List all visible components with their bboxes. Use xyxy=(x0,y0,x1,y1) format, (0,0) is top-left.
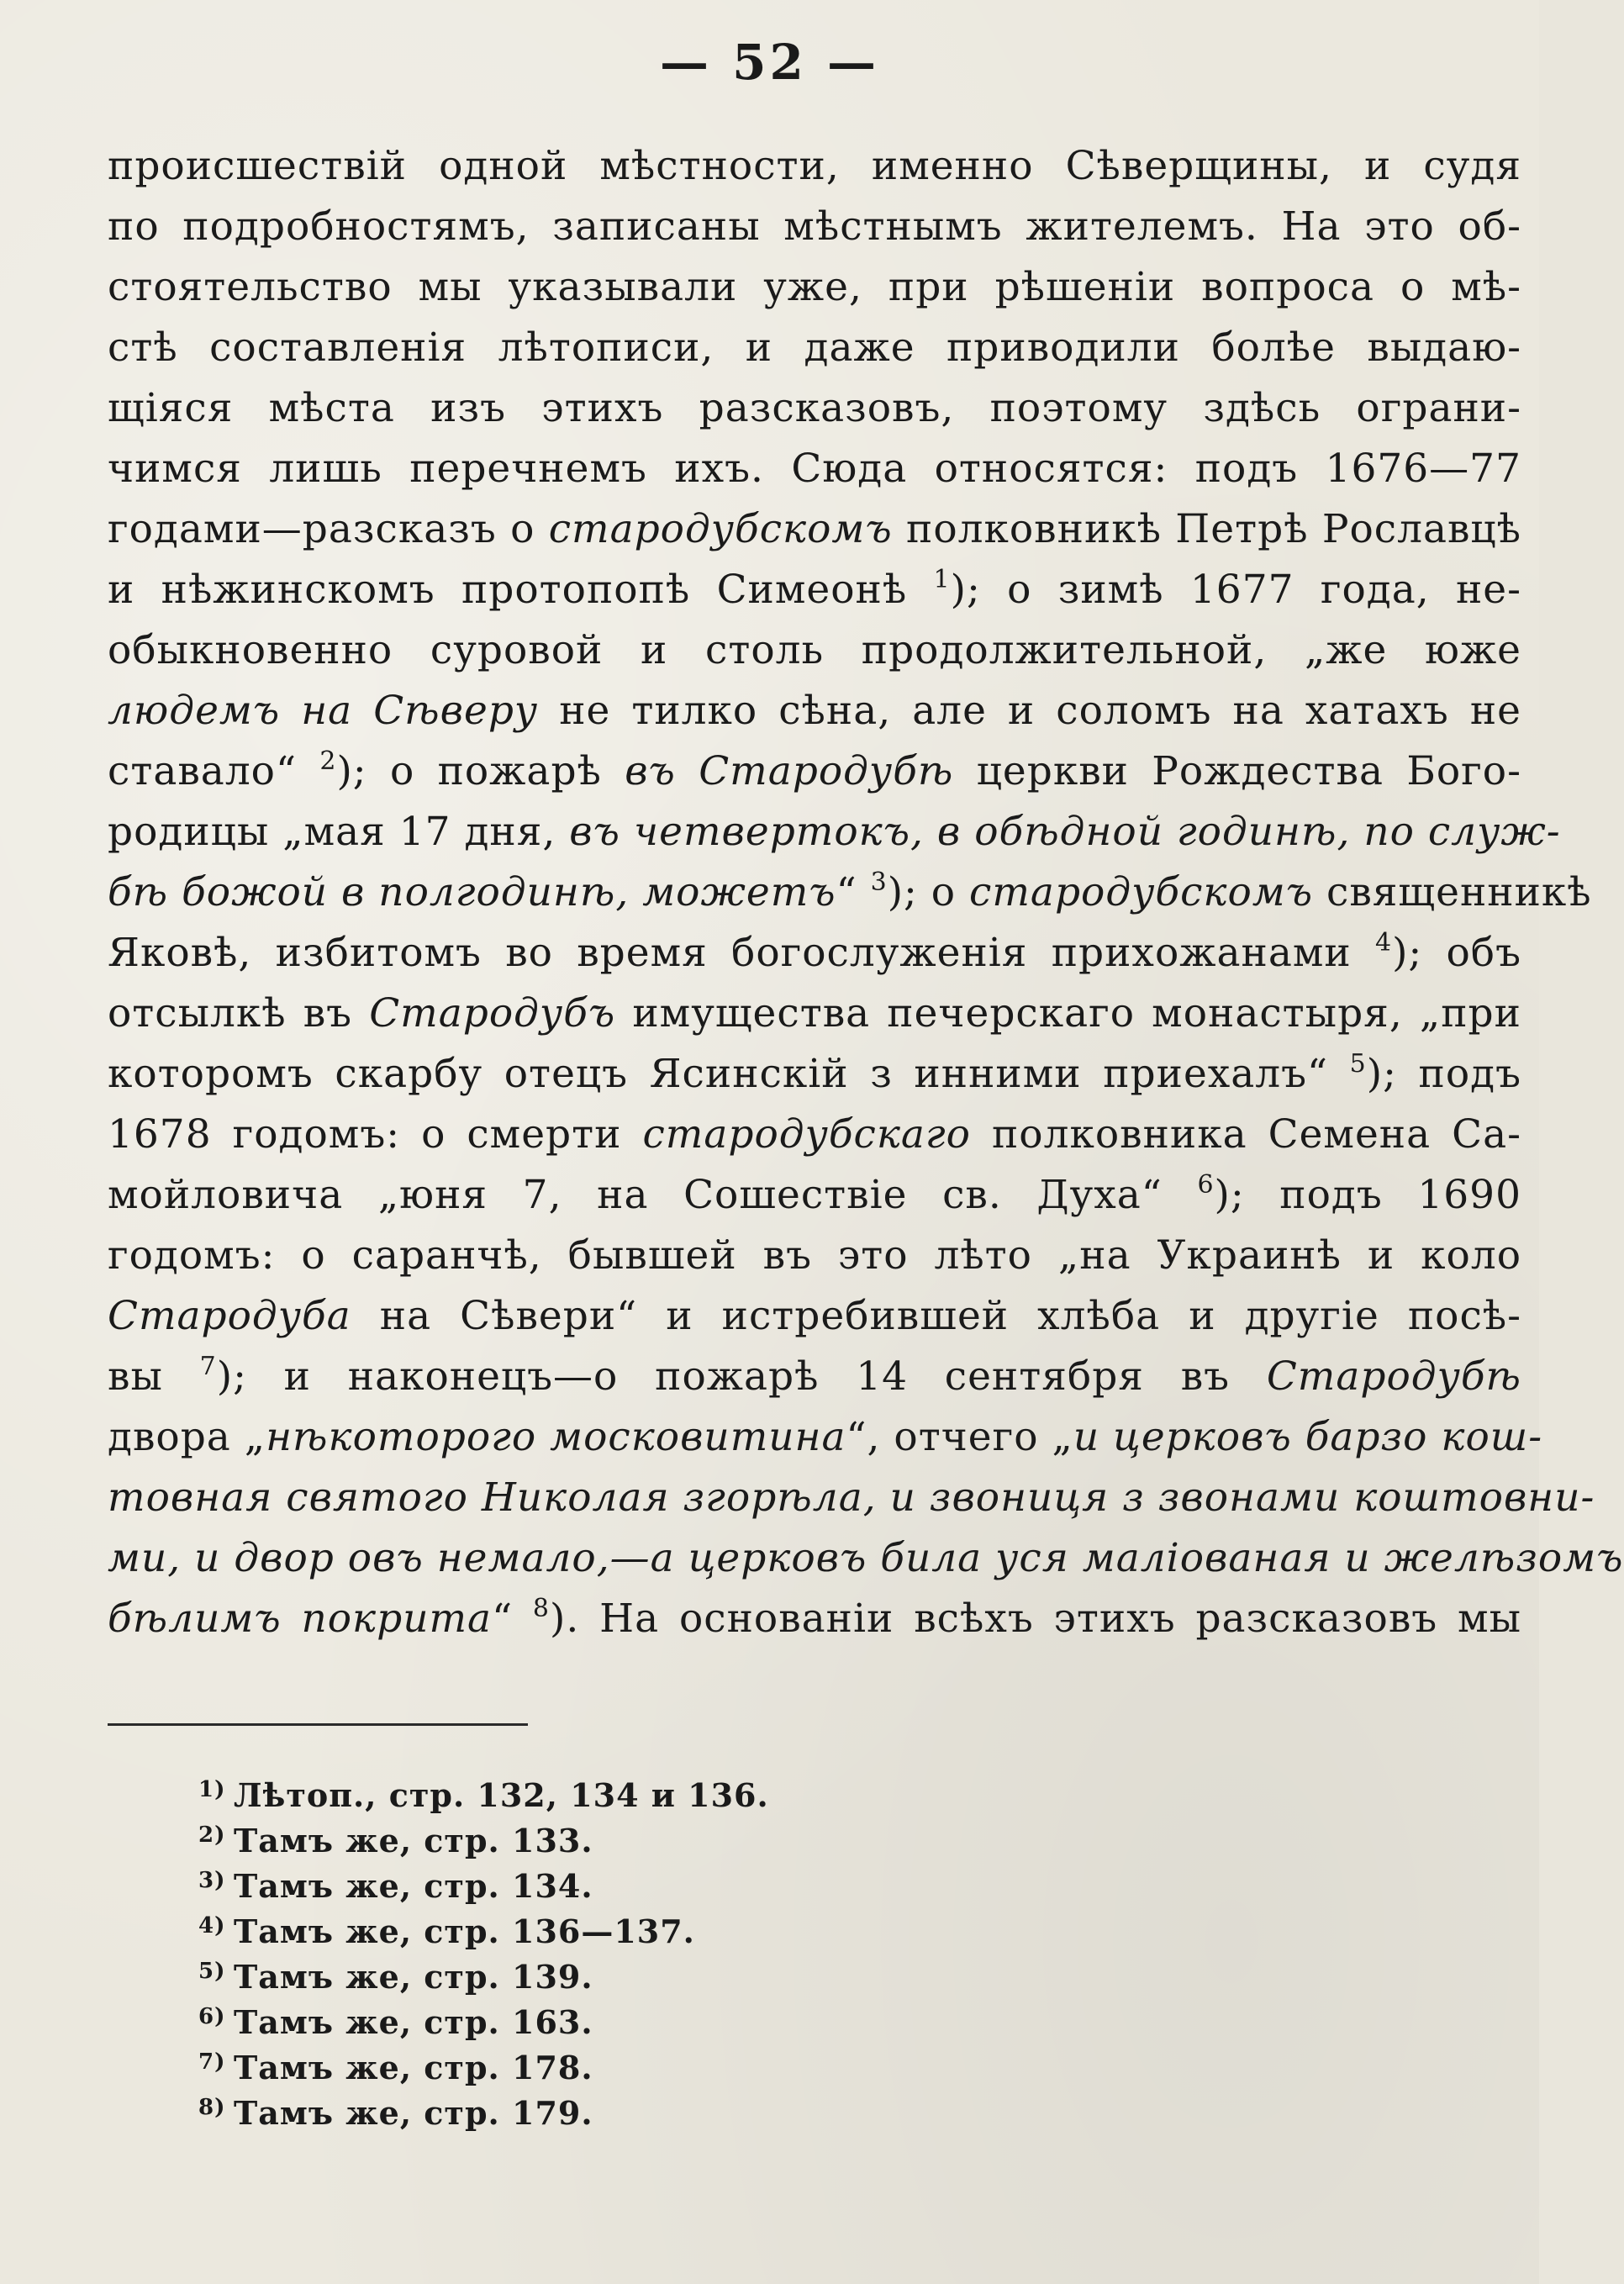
text-line xyxy=(108,1589,1521,1649)
footnote xyxy=(198,2039,955,2085)
text-run: стѣ составленія лѣтописи, и даже приводили болѣе выдаю- xyxy=(108,324,1521,371)
footnote-text: Лѣтоп., стр. 132, 134 и 136. xyxy=(234,1776,769,1814)
footnote-text: Тамъ же, стр. 179. xyxy=(234,2094,593,2132)
footnote-ref: 2 xyxy=(319,746,337,776)
text-line xyxy=(108,1407,1543,1468)
footnote xyxy=(198,1903,955,1949)
footnote-text: Тамъ же, стр. 178. xyxy=(234,2049,593,2086)
text-run: годами—разсказъ о xyxy=(108,506,549,552)
text-run: “, отчего „ xyxy=(846,1414,1073,1460)
footnote-mark: 4) xyxy=(198,1913,226,1938)
italic-run: бѣлимъ покрита xyxy=(108,1596,493,1642)
footnote xyxy=(198,1767,955,1812)
text-run: обыкновенно суровой и столь продолжительной, „же юже xyxy=(108,627,1521,673)
text-run: ). На основаніи всѣхъ этихъ разсказовъ мы xyxy=(550,1596,1521,1642)
text-line xyxy=(108,197,1521,257)
footnote-mark: 5) xyxy=(198,1959,226,1984)
text-line xyxy=(108,499,1521,560)
text-run: родицы „мая 17 дня, xyxy=(108,809,570,855)
text-run: ); подъ xyxy=(1366,1051,1521,1097)
footnote-mark: 1) xyxy=(198,1777,226,1802)
text-run: Яковѣ, избитомъ во время богослуженія прихожанами xyxy=(108,930,1375,976)
italic-run: Стародуба xyxy=(108,1293,351,1339)
text-run: ); и наконецъ—о пожарѣ 14 сентября въ xyxy=(216,1353,1267,1400)
text-run: ); о xyxy=(887,869,970,915)
footnote xyxy=(198,1858,955,1903)
footnote-text: Тамъ же, стр. 139. xyxy=(234,1958,593,1996)
italic-run: стародубскомъ xyxy=(969,869,1314,915)
footnote xyxy=(198,1812,955,1858)
footnote-ref: 3 xyxy=(870,868,888,897)
italic-run: стародубскомъ xyxy=(548,506,893,552)
text-run: полковника Семена Са- xyxy=(970,1111,1522,1158)
italic-run: товная святого Николая згорѣла, и звониця з звонами коштовни- xyxy=(108,1474,1595,1521)
text-run: ); подъ 1690 xyxy=(1214,1172,1521,1218)
text-run: щіяся мѣста изъ этихъ разсказовъ, поэтому здѣсь ограни- xyxy=(108,385,1521,431)
footnote xyxy=(198,1949,955,1994)
text-run: годомъ: о саранчѣ, бывшей въ это лѣто „на Украинѣ и коло xyxy=(108,1232,1521,1279)
text-line xyxy=(108,1347,1521,1407)
text-line xyxy=(108,1226,1521,1286)
footnote-text: Тамъ же, стр. 134. xyxy=(234,1867,593,1905)
text-run: на Сѣвери“ и истребившей хлѣба и другіе посѣ- xyxy=(351,1293,1521,1339)
text-line xyxy=(108,257,1521,318)
text-line xyxy=(108,318,1521,378)
footnotes xyxy=(198,1767,955,2130)
italic-run: ми, и двор овъ немало,—а церковъ била уся малiованая и желѣзомъ xyxy=(108,1535,1624,1581)
footnote-ref: 5 xyxy=(1349,1049,1367,1079)
footnote xyxy=(198,2085,955,2130)
page-number: — 52 — xyxy=(659,34,880,91)
italic-run: и церковъ барзо кош- xyxy=(1073,1414,1543,1460)
text-line xyxy=(108,1165,1521,1226)
italic-run: людемъ на Сѣверу xyxy=(108,688,539,734)
text-line xyxy=(108,1286,1521,1347)
text-line xyxy=(108,136,1521,197)
italic-run: нѣкоторого московитина xyxy=(266,1414,846,1460)
text-run: по подробностямъ, записаны мѣстнымъ жителемъ. На это об- xyxy=(108,203,1521,250)
text-run: полковникѣ Петрѣ Рославцѣ xyxy=(892,506,1521,552)
text-run: не тилко сѣна, але и соломъ на хатахъ не xyxy=(538,688,1521,734)
footnote-ref: 1 xyxy=(933,565,951,594)
text-line xyxy=(108,1105,1521,1165)
footnote-text: Тамъ же, стр. 133. xyxy=(234,1822,593,1859)
text-line xyxy=(108,862,1592,923)
text-run: ставало“ xyxy=(108,748,320,794)
text-line xyxy=(108,1528,1624,1589)
text-run: отсылкѣ въ xyxy=(108,990,370,1037)
text-run: двора „ xyxy=(108,1414,266,1460)
text-run: имущества печерскаго монастыря, „при xyxy=(615,990,1521,1037)
text-run: происшествій одной мѣстности, именно Сѣверщины, и судя xyxy=(108,143,1521,189)
italic-run: въ Стародубѣ xyxy=(625,748,954,794)
italic-run: въ четвертокъ, в обѣдной годинѣ, по служ- xyxy=(569,809,1561,855)
text-line xyxy=(108,620,1521,681)
text-line xyxy=(108,439,1521,499)
text-run: чимся лишь перечнемъ ихъ. Сюда относятся: подъ 1676—77 xyxy=(108,446,1521,492)
text-run: и нѣжинскомъ протопопѣ Симеонѣ xyxy=(108,567,934,613)
text-run: священникѣ xyxy=(1313,869,1592,915)
text-line xyxy=(108,1468,1595,1528)
footnote-ref: 6 xyxy=(1197,1170,1215,1200)
footnote-mark: 7) xyxy=(198,2049,226,2075)
text-run: вы xyxy=(108,1353,200,1400)
text-run: мойловича „юня 7, на Сошествіе св. Духа“ xyxy=(108,1172,1198,1218)
footnote-text: Тамъ же, стр. 136—137. xyxy=(234,1912,695,1950)
footnote-ref: 8 xyxy=(532,1594,551,1623)
footnote xyxy=(198,1994,955,2039)
text-run: ); о зимѣ 1677 года, не- xyxy=(950,567,1521,613)
text-run: церкви Рождества Бого- xyxy=(953,748,1521,794)
footnote-text: Тамъ же, стр. 163. xyxy=(234,2003,593,2041)
text-line xyxy=(108,802,1561,862)
footnote-ref: 7 xyxy=(199,1352,217,1381)
text-line xyxy=(108,1044,1521,1105)
italic-run: бѣ божой в полгодинѣ, можетъ xyxy=(108,869,836,915)
italic-run: стародубскаго xyxy=(642,1111,971,1158)
text-run: стоятельство мы указывали уже, при рѣшеніи вопроса о мѣ- xyxy=(108,264,1521,310)
italic-run: Стародубѣ xyxy=(1266,1353,1521,1400)
footnote-mark: 2) xyxy=(198,1822,226,1848)
text-line xyxy=(108,681,1521,741)
text-line xyxy=(108,560,1521,620)
text-line xyxy=(108,923,1521,984)
italic-run: Стародубъ xyxy=(369,990,616,1037)
text-line xyxy=(108,378,1521,439)
footnote-mark: 3) xyxy=(198,1868,226,1893)
footnote-ref: 4 xyxy=(1374,928,1393,957)
footnote-divider xyxy=(108,1723,528,1726)
footnote-mark: 6) xyxy=(198,2004,226,2029)
main-text xyxy=(108,136,1624,1649)
text-run: ); о пожарѣ xyxy=(336,748,625,794)
text-run: “ xyxy=(836,869,871,915)
text-run: которомъ скарбу отецъ Ясинскій з инними приехалъ“ xyxy=(108,1051,1350,1097)
text-run: 1678 годомъ: о смерти xyxy=(108,1111,643,1158)
text-line xyxy=(108,984,1521,1044)
text-run: ); объ xyxy=(1392,930,1521,976)
text-run: “ xyxy=(492,1596,533,1642)
text-line xyxy=(108,741,1521,802)
footnote-mark: 8) xyxy=(198,2095,226,2120)
